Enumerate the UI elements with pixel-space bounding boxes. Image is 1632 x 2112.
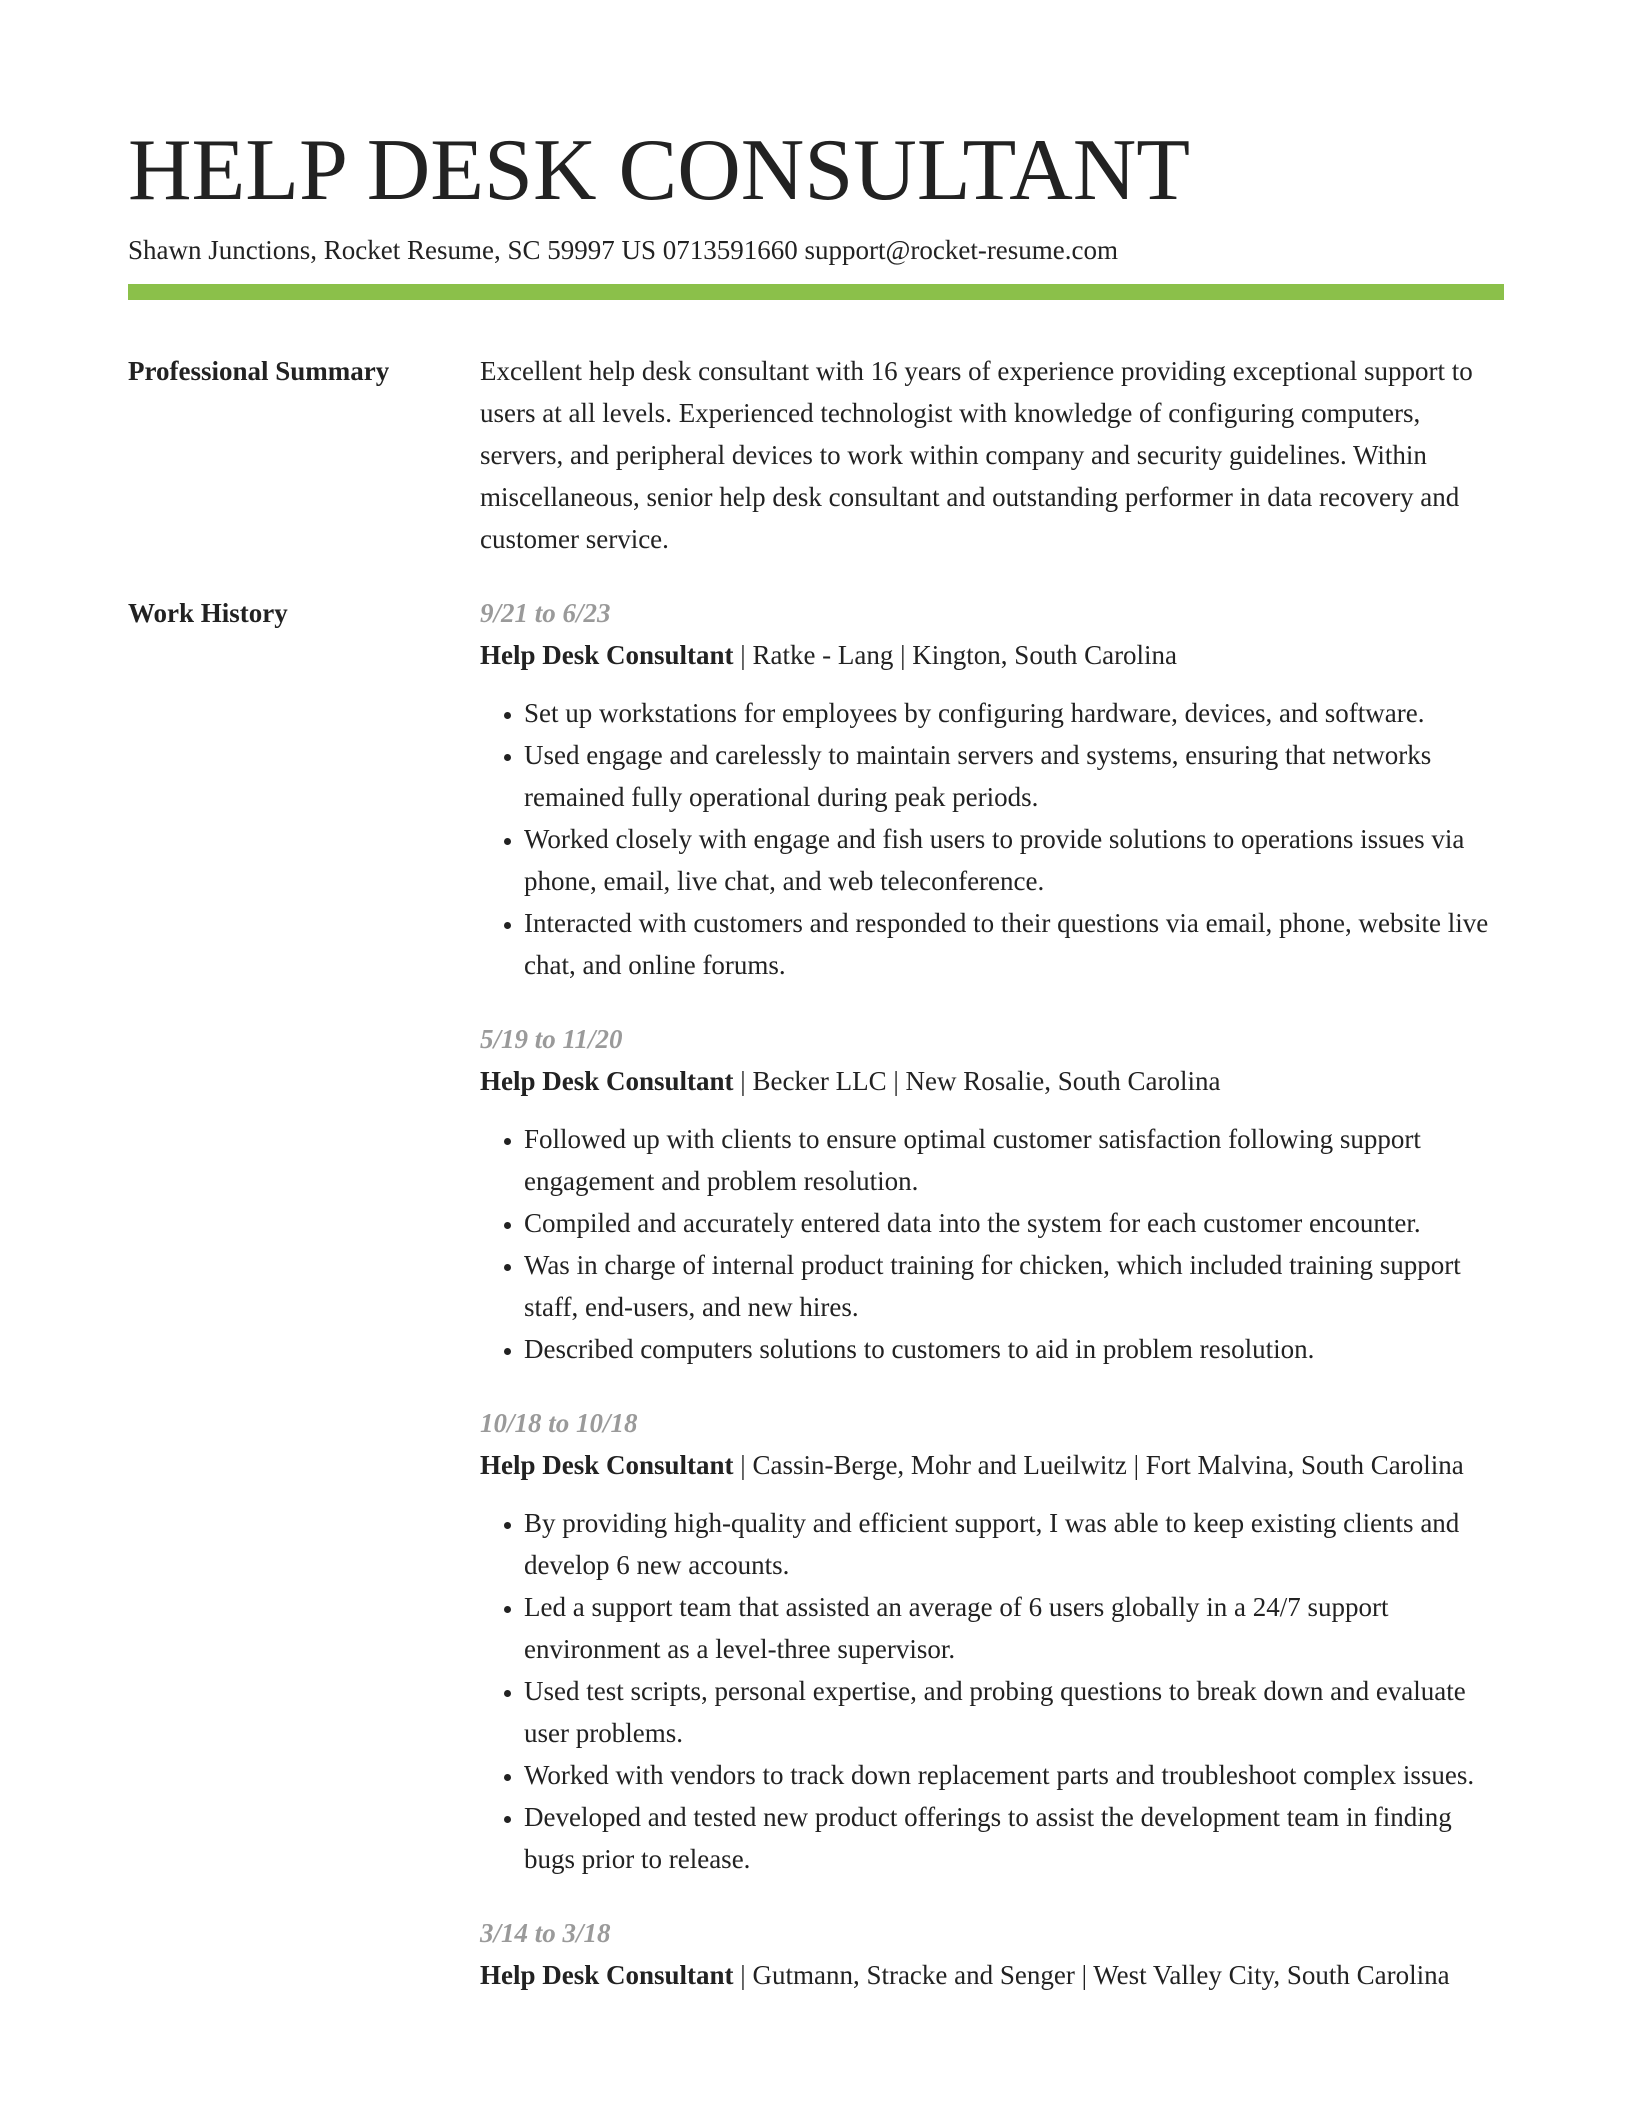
job-title: Help Desk Consultant <box>480 1066 734 1096</box>
summary-text: Excellent help desk consultant with 16 years of experience providing exceptional support to users at all levels. Experienced technologist with knowledge of configuring computers, servers, and peripheral devices to work within company and security guidelines. Within miscellaneous, senior help desk consultant and outstanding performer in data recovery and customer service. <box>480 356 1473 554</box>
work-history-section <box>128 592 1504 2028</box>
job-heading <box>480 634 1504 676</box>
job-entry <box>480 1402 1504 1880</box>
job-bullet: • Worked with vendors to track down replacement parts and troubleshoot complex issues. <box>524 1754 1504 1796</box>
job-entry <box>480 1912 1504 1996</box>
summary-label: Professional Summary <box>128 356 390 386</box>
job-employer-location: | Becker LLC | New Rosalie, South Carolina <box>733 1066 1221 1096</box>
job-bullet: • Followed up with clients to ensure optimal customer satisfaction following support engagement and problem resolution. <box>524 1118 1504 1202</box>
job-dates: 9/21 to 6/23 <box>480 598 611 628</box>
job-title: Help Desk Consultant <box>480 640 734 670</box>
job-title: Help Desk Consultant <box>480 1450 734 1480</box>
contact-info: Shawn Junctions, Rocket Resume, SC 59997 US 0713591660 support@rocket-resume.com <box>128 235 1119 265</box>
job-bullet: • Worked closely with engage and fish users to provide solutions to operations issues via phone, email, live chat, and web teleconference. <box>524 818 1504 902</box>
job-bullet: • Interacted with customers and responded to their questions via email, phone, website live chat, and online forums. <box>524 902 1504 986</box>
work-history-label: Work History <box>128 598 288 628</box>
job-bullet: • Described computers solutions to customers to aid in problem resolution. <box>524 1328 1504 1370</box>
job-heading <box>480 1954 1504 1996</box>
job-bullet-list <box>480 1118 1504 1370</box>
job-entry <box>480 1018 1504 1370</box>
job-dates: 5/19 to 11/20 <box>480 1024 623 1054</box>
job-bullet-list <box>480 692 1504 986</box>
job-bullet: • Compiled and accurately entered data into the system for each customer encounter. <box>524 1202 1504 1244</box>
job-employer-location: | Gutmann, Stracke and Senger | West Valley City, South Carolina <box>733 1960 1450 1990</box>
job-employer-location: | Cassin-Berge, Mohr and Lueilwitz | Fort Malvina, South Carolina <box>733 1450 1464 1480</box>
summary-section <box>128 350 1504 560</box>
work-history-body <box>480 592 1504 2028</box>
job-bullet: • Developed and tested new product offerings to assist the development team in finding bugs prior to release. <box>524 1796 1504 1880</box>
job-bullet: • Used engage and carelessly to maintain servers and systems, ensuring that networks remained fully operational during peak periods. <box>524 734 1504 818</box>
job-dates: 3/14 to 3/18 <box>480 1918 611 1948</box>
resume-page <box>128 0 1504 2112</box>
summary-body <box>480 350 1504 560</box>
job-entry <box>480 592 1504 986</box>
job-heading <box>480 1444 1504 1486</box>
job-title: Help Desk Consultant <box>480 1960 734 1990</box>
job-bullet: • Was in charge of internal product training for chicken, which included training support staff, end-users, and new hires. <box>524 1244 1504 1328</box>
resume-title: HELP DESK CONSULTANT <box>128 122 1191 219</box>
job-bullet-list <box>480 1502 1504 1880</box>
job-heading <box>480 1060 1504 1102</box>
accent-divider <box>128 284 1504 300</box>
job-bullet: • Used test scripts, personal expertise, and probing questions to break down and evaluate user problems. <box>524 1670 1504 1754</box>
job-dates: 10/18 to 10/18 <box>480 1408 638 1438</box>
job-bullet: • By providing high-quality and efficient support, I was able to keep existing clients and develop 6 new accounts. <box>524 1502 1504 1586</box>
job-bullet: • Led a support team that assisted an average of 6 users globally in a 24/7 support environment as a level-three supervisor. <box>524 1586 1504 1670</box>
job-employer-location: | Ratke - Lang | Kington, South Carolina <box>733 640 1178 670</box>
job-bullet: • Set up workstations for employees by configuring hardware, devices, and software. <box>524 692 1504 734</box>
